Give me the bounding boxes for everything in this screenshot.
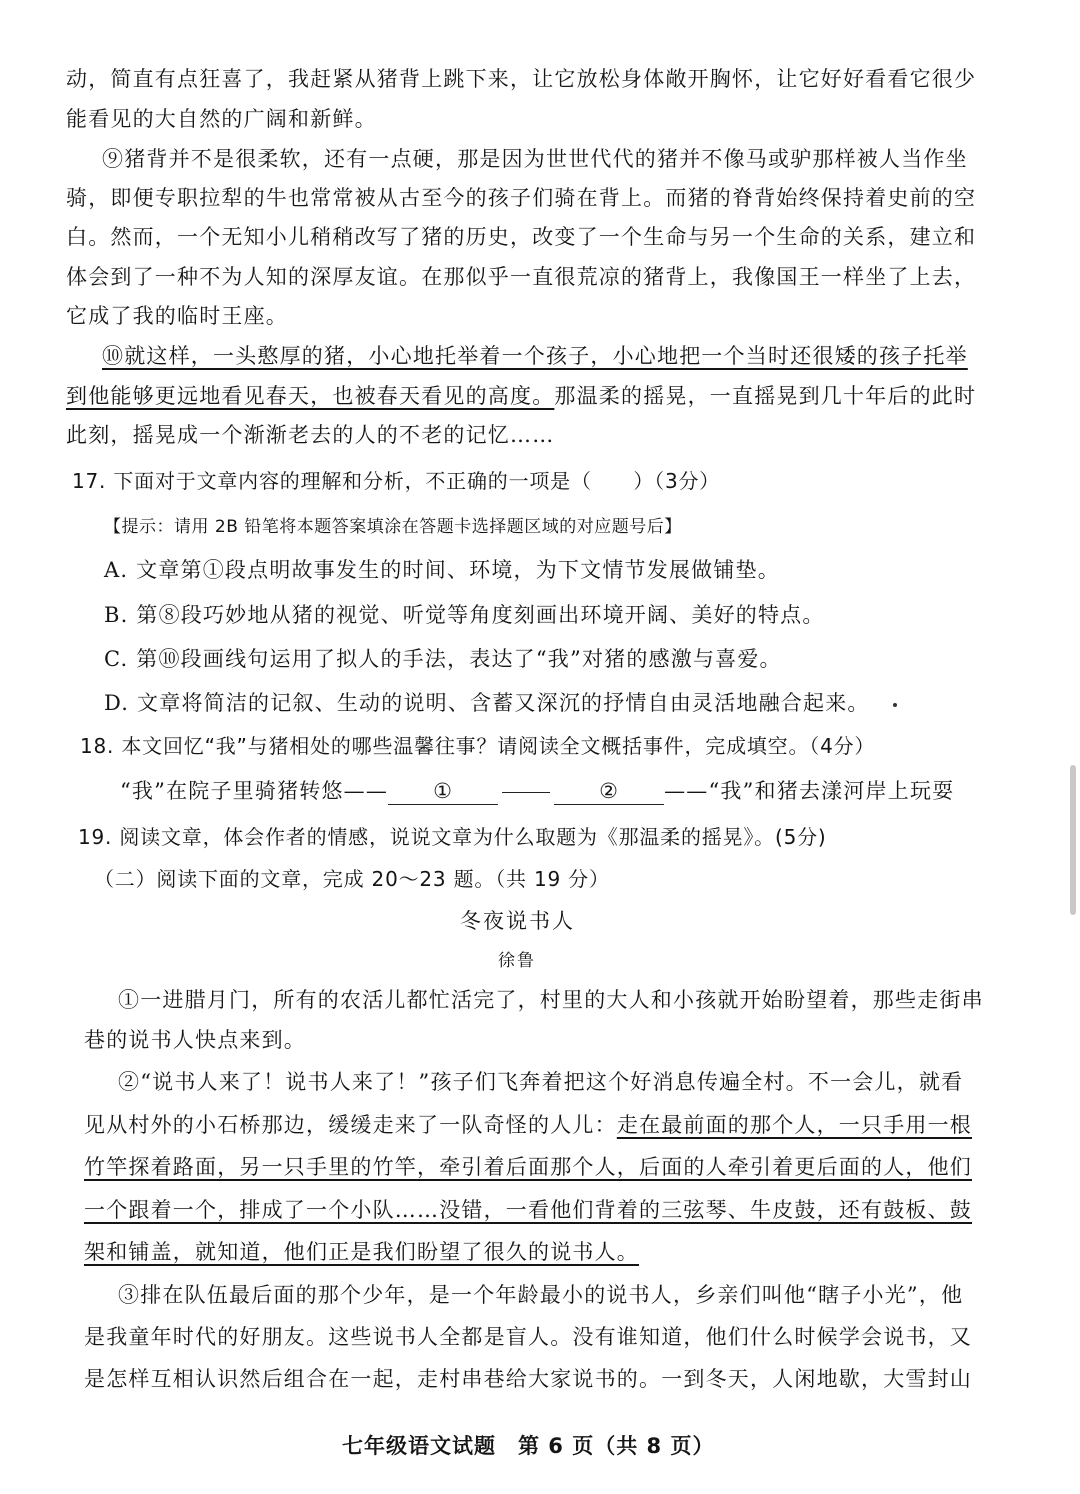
- option-d: D. 文章将简洁的记叙、生动的说明、含蓄又深沉的抒情自由灵活地融合起来。: [104, 691, 870, 715]
- question-17-stem: [72, 466, 720, 496]
- section-2-heading: （二）阅读下面的文章，完成 20～23 题。（共 19 分）: [94, 867, 610, 891]
- option-b: B. 第⑧段巧妙地从猪的视觉、听觉等角度刻画出环境开阔、美好的特点。: [104, 603, 825, 627]
- question-19-stem: 19. 阅读文章，体会作者的情感，说说文章为什么取题为《那温柔的摇晃》。(5分): [78, 825, 827, 849]
- article-author: 徐鲁: [498, 951, 536, 971]
- paragraph-1-line: 巷的说书人快点来到。: [84, 1028, 306, 1052]
- article-title: 冬夜说书人: [460, 909, 575, 933]
- question-text: 17. 下面对于文章内容的理解和分析，: [72, 469, 426, 493]
- ink-dot: [893, 703, 897, 707]
- paragraph-8-line: 能看见的大自然的广阔和新鲜。: [66, 107, 377, 131]
- paragraph-2-underlined-line: 架和铺盖，就知道，他们正是我们盼望了很久的说书人。: [84, 1240, 639, 1264]
- paragraph-9-line: 体会到了一种不为人知的深厚友谊。在那似乎一直很荒凉的猪背上，我像国王一样坐了上去，: [66, 265, 977, 289]
- fill-start-text: “我”在院子里骑猪转悠——: [120, 779, 389, 803]
- blank-1[interactable]: ①: [388, 778, 498, 805]
- paragraph-2-line: [84, 1110, 972, 1140]
- emphasis-text: 不正确: [425, 469, 488, 493]
- paragraph-10-text: 那温柔的摇晃，一直摇晃到几十年后的此时: [554, 384, 977, 408]
- paragraph-2-underlined-line: 竹竿探着路面，另一只手里的竹竿，牵引着后面那个人，后面的人牵引着更后面的人，他们: [84, 1155, 972, 1179]
- paragraph-2-text: 见从村外的小石桥那边，缓缓走来了一队奇怪的人儿：: [84, 1113, 617, 1137]
- paragraph-3-line: 是怎样互相认识然后组合在一起，走村串巷给大家说书的。一到冬天，人闲地歇，大雪封山: [84, 1367, 972, 1391]
- fill-end-text: ——“我”和猪去漾河岸上玩耍: [664, 779, 955, 803]
- page-footer: 七年级语文试题 第 6 页（共 8 页）: [342, 1434, 715, 1458]
- paragraph-10-line: [66, 381, 976, 411]
- paragraph-9-line: ⑨猪背并不是很柔软，还有一点硬，那是因为世世代代的猪并不像马或驴那样被人当作坐: [102, 147, 968, 171]
- paragraph-9-line: 它成了我的临时王座。: [66, 304, 288, 328]
- option-c: C. 第⑩段画线句运用了拟人的手法，表达了“我”对猪的感激与喜爱。: [104, 647, 782, 671]
- option-a: A. 文章第①段点明故事发生的时间、环境，为下文情节发展做铺垫。: [104, 558, 780, 582]
- paragraph-9-line: 白。然而，一个无知小儿稍稍改写了猪的历史，改变了一个生命与另一个生命的关系，建立和: [66, 225, 977, 249]
- question-18-fill-in: [120, 776, 954, 806]
- paragraph-8-line: 动，简直有点狂喜了，我赶紧从猪背上跳下来，让它放松身体敞开胸怀，让它好好看看它很少: [66, 67, 977, 91]
- scrollbar[interactable]: [1070, 765, 1076, 915]
- paragraph-1-line: ①一进腊月门，所有的农活儿都忙活完了，村里的大人和小孩就开始盼望着，那些走街串: [118, 988, 984, 1012]
- paragraph-10-line: 此刻，摇晃成一个渐渐老去的人的不老的记忆……: [66, 423, 555, 447]
- underlined-sentence: 走在最前面的那个人，一只手用一根: [616, 1113, 973, 1137]
- paragraph-2-underlined-line: 一个跟着一个，排成了一个小队……没错，一看他们背着的三弦琴、牛皮鼓，还有鼓板、鼓: [84, 1198, 972, 1222]
- question-18-stem: 18. 本文回忆“我”与猪相处的哪些温馨往事？请阅读全文概括事件，完成填空。（4分）: [80, 734, 876, 758]
- paragraph-9-line: 骑，即便专职拉犁的牛也常常被从古至今的孩子们骑在背上。而猪的脊背始终保持着史前的空: [66, 186, 977, 210]
- blank-2[interactable]: ②: [554, 778, 664, 805]
- paragraph-10-underlined-line: ⑩就这样，一头憨厚的猪，小心地托举着一个孩子，小心地把一个当时还很矮的孩子托举: [102, 344, 968, 368]
- paragraph-3-line: 是我童年时代的好朋友。这些说书人全都是盲人。没有谁知道，他们什么时候学会说书，又: [84, 1325, 972, 1349]
- question-text: 的一项是（ ）（3分）: [487, 469, 721, 493]
- paragraph-3-line: ③排在队伍最后面的那个少年，是一个年龄最小的说书人，乡亲们叫他“瞎子小光”，他: [118, 1283, 964, 1307]
- paragraph-2-line: ②“说书人来了！说书人来了！”孩子们飞奔着把这个好消息传遍全村。不一会儿，就看: [118, 1070, 964, 1094]
- underlined-sentence: 到他能够更远地看见春天，也被春天看见的高度。: [66, 384, 555, 408]
- dash-connector: [502, 792, 550, 793]
- answer-hint: 【提示：请用 2B 铅笔将本题答案填涂在答题卡选择题区域的对应题号后】: [104, 517, 682, 537]
